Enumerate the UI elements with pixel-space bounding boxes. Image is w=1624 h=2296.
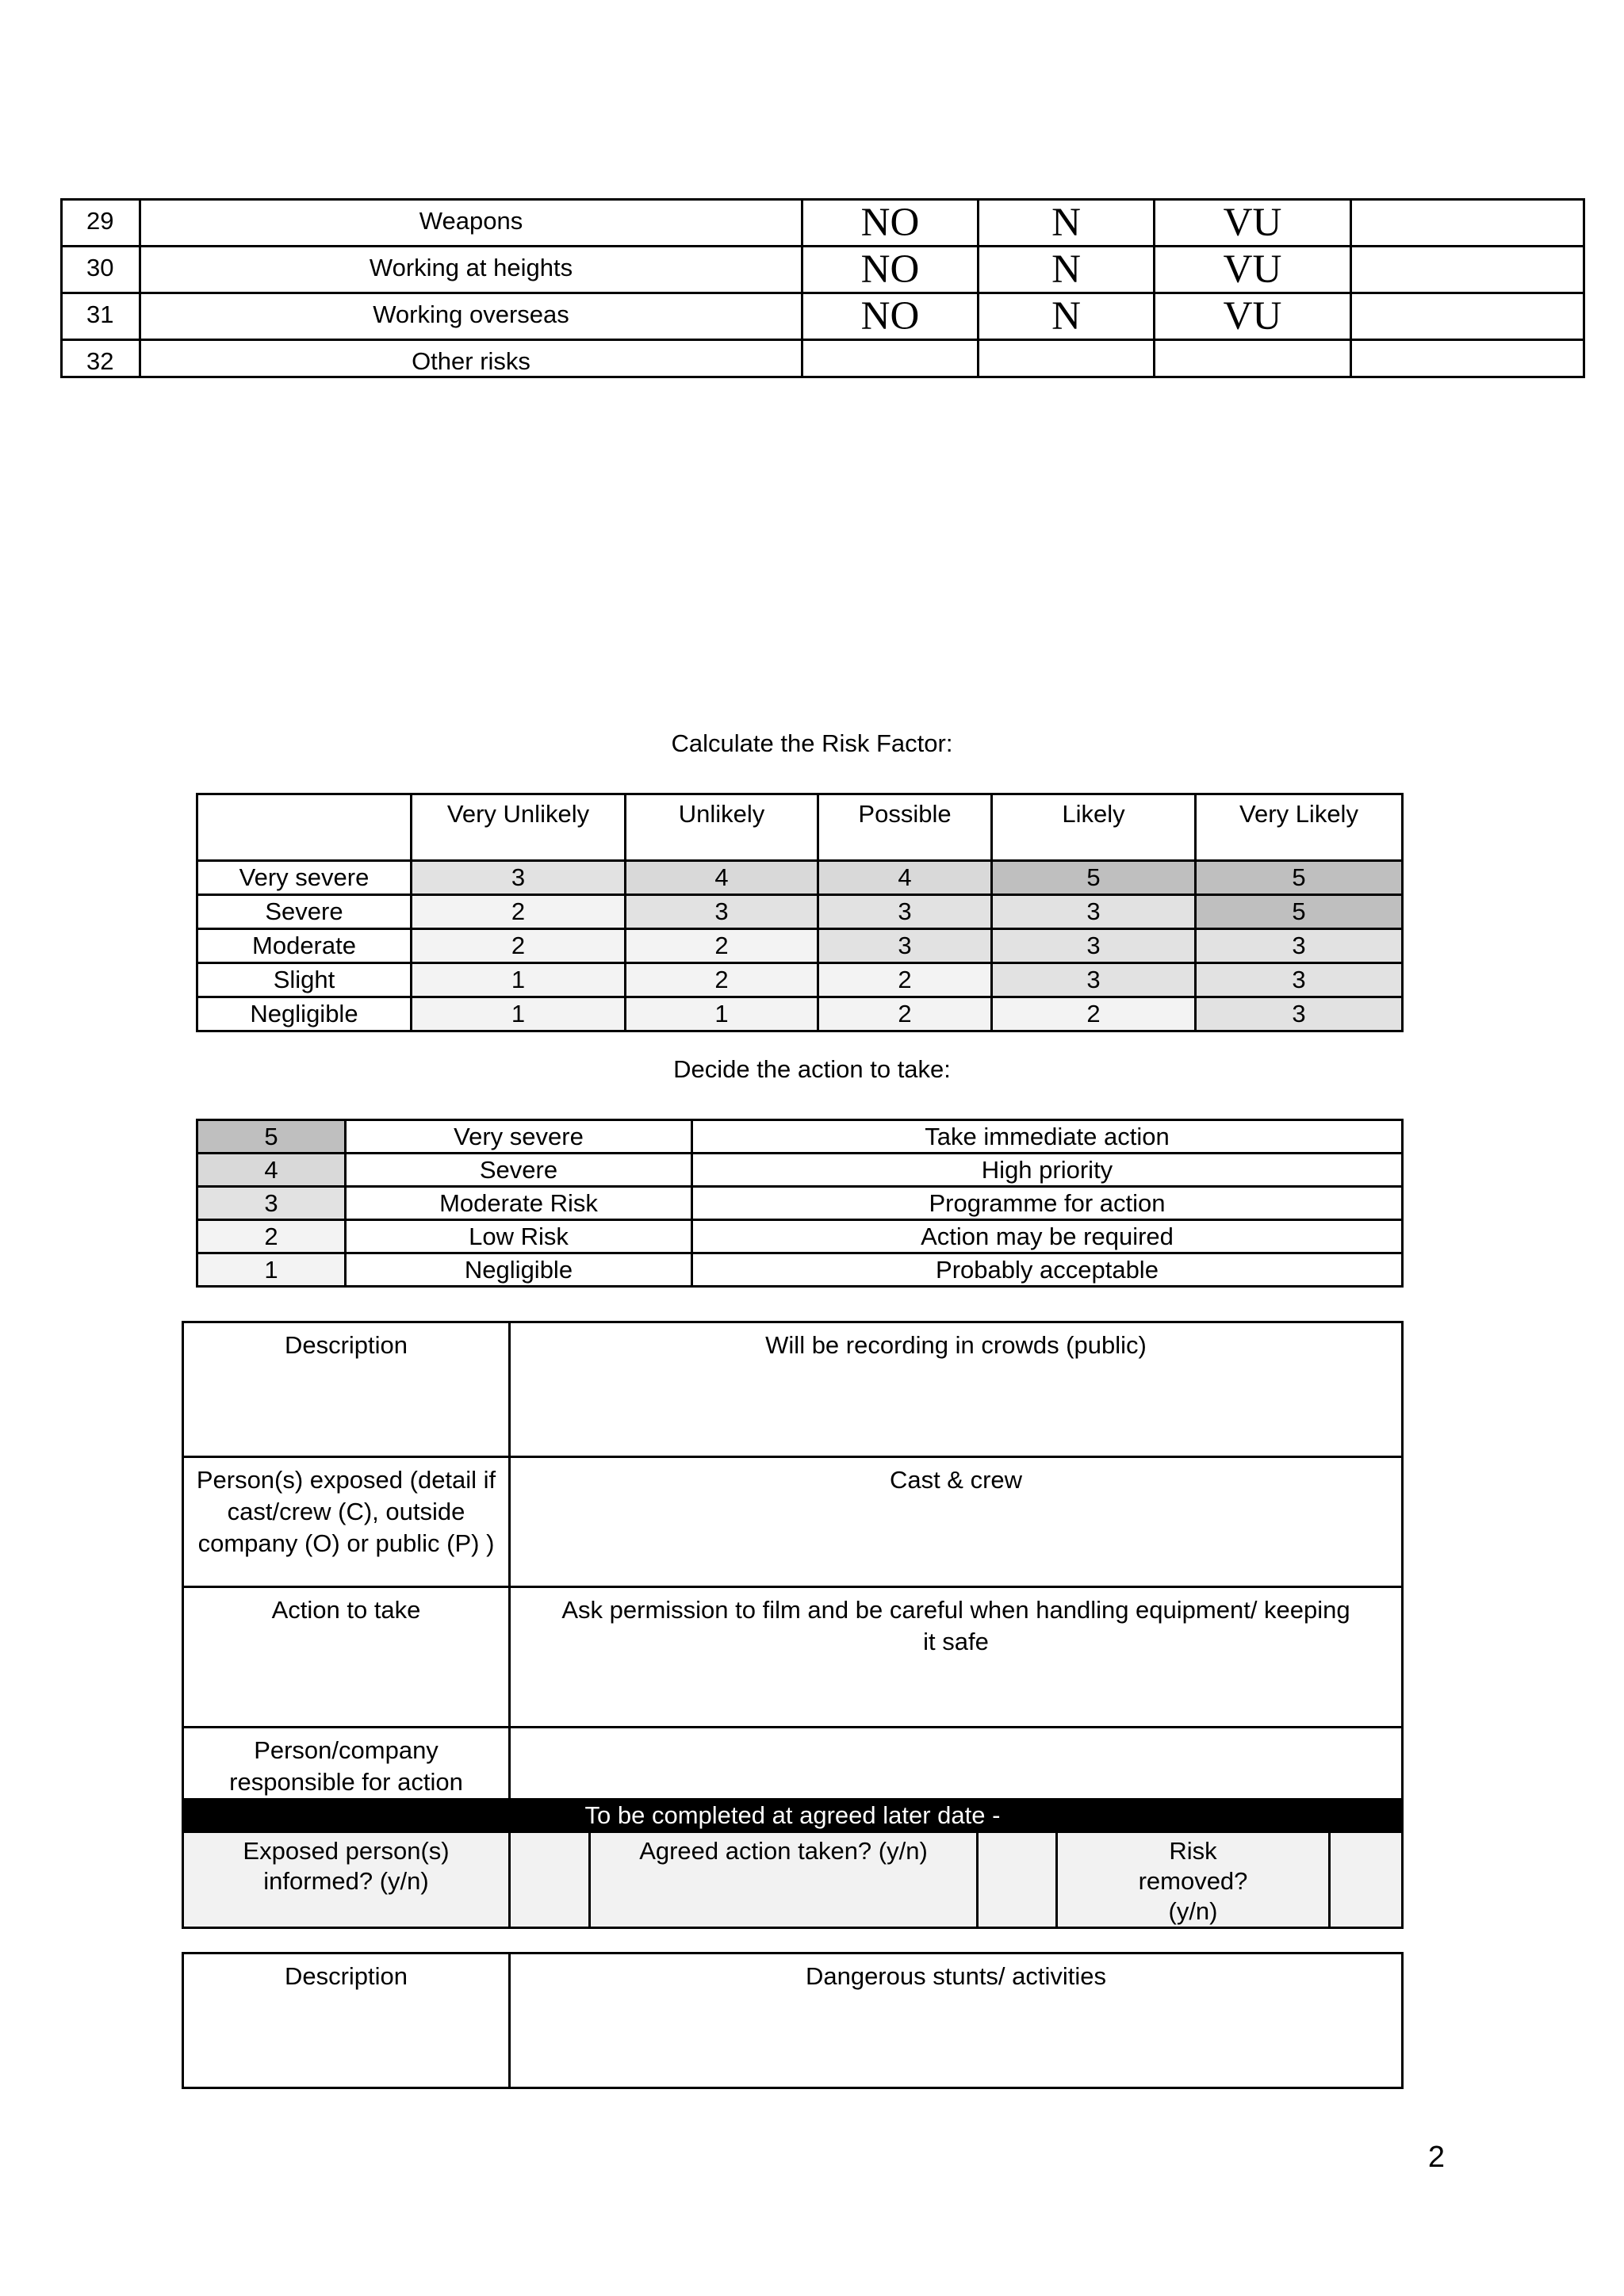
hazard-rating: NO [802,293,979,340]
legend-level: Moderate Risk [346,1187,692,1220]
hazard-rating: N [979,247,1155,293]
legend-score: 1 [197,1253,346,1287]
hazard-row [62,340,1584,377]
hazard-rating: VU [1155,293,1351,340]
risk-score-cell: 4 [818,861,992,895]
legend-action: Take immediate action [692,1120,1403,1154]
hazard-rating: VU [1155,247,1351,293]
hazard-rating [1155,340,1351,377]
risk-score-cell: 2 [818,963,992,997]
risk-score-cell: 4 [626,861,818,895]
description-value: Dangerous stunts/ activities [510,1954,1403,2088]
action-to-take-label: Action to take [183,1587,510,1728]
agreed-action-value [978,1832,1057,1928]
description-value: Will be recording in crowds (public) [510,1322,1403,1457]
risk-score-cell: 1 [412,963,626,997]
risk-score-cell: 3 [626,895,818,929]
description-label: Description [183,1954,510,2088]
risk-score-cell: 2 [818,997,992,1031]
risk-score-cell: 1 [412,997,626,1031]
legend-level: Very severe [346,1120,692,1154]
risk-matrix-table [196,793,1404,1032]
responsible-value [510,1728,1403,1800]
severity-label: Slight [197,963,412,997]
risk-score-cell: 3 [818,929,992,963]
legend-row [197,1220,1403,1253]
hazards-table [60,198,1585,378]
hazard-number: 29 [62,200,140,247]
legend-row [197,1253,1403,1287]
legend-level: Severe [346,1154,692,1187]
risk-score-cell: 3 [1196,963,1403,997]
risk-score-cell: 5 [992,861,1196,895]
risk-score-cell: 3 [992,895,1196,929]
action-legend-table [196,1119,1404,1288]
matrix-corner [197,794,412,861]
risk-score-cell: 2 [992,997,1196,1031]
matrix-row [197,895,1403,929]
risk-score-cell: 3 [1196,929,1403,963]
hazard-number: 32 [62,340,140,377]
severity-label: Severe [197,895,412,929]
legend-score: 4 [197,1154,346,1187]
likelihood-header: Possible [818,794,992,861]
legend-action: Probably acceptable [692,1253,1403,1287]
legend-action: Programme for action [692,1187,1403,1220]
risk-score-cell: 1 [626,997,818,1031]
hazard-number: 30 [62,247,140,293]
hazard-number: 31 [62,293,140,340]
page-number: 2 [1427,2141,1445,2174]
severity-label: Moderate [197,929,412,963]
hazard-rating [802,340,979,377]
likelihood-header: Very Unlikely [412,794,626,861]
risk-score-cell: 3 [992,929,1196,963]
risk-score-cell: 3 [412,861,626,895]
persons-exposed-value: Cast & crew [510,1457,1403,1587]
hazard-row [62,200,1584,247]
likelihood-header: Likely [992,794,1196,861]
hazard-row [62,293,1584,340]
risk-removed-value [1330,1832,1403,1928]
matrix-header-row [197,794,1403,861]
risk-score-cell: 3 [818,895,992,929]
hazard-rating [1351,200,1584,247]
hazard-name: Other risks [140,340,802,377]
legend-level: Negligible [346,1253,692,1287]
hazard-rating [1351,340,1584,377]
severity-label: Very severe [197,861,412,895]
severity-label: Negligible [197,997,412,1031]
matrix-row [197,861,1403,895]
action-title: Decide the action to take: [673,1055,951,1083]
legend-score: 3 [197,1187,346,1220]
risk-description-block-1 [182,1321,1404,1929]
description-label: Description [183,1322,510,1457]
responsible-label: Person/company responsible for action [183,1728,510,1800]
risk-score-cell: 2 [626,963,818,997]
legend-row [197,1154,1403,1187]
risk-score-cell: 2 [412,895,626,929]
legend-score: 2 [197,1220,346,1253]
risk-score-cell: 2 [412,929,626,963]
risk-factor-title: Calculate the Risk Factor: [671,729,953,757]
risk-score-cell: 5 [1196,895,1403,929]
hazard-name: Weapons [140,200,802,247]
risk-score-cell: 3 [992,963,1196,997]
persons-informed-value [510,1832,590,1928]
legend-action: Action may be required [692,1220,1403,1253]
matrix-row [197,997,1403,1031]
legend-score: 5 [197,1120,346,1154]
likelihood-header: Very Likely [1196,794,1403,861]
hazard-rating: NO [802,200,979,247]
risk-score-cell: 2 [626,929,818,963]
hazard-rating [979,340,1155,377]
hazard-name: Working overseas [140,293,802,340]
matrix-row [197,929,1403,963]
persons-informed-label: Exposed person(s) informed? (y/n) [183,1832,510,1928]
legend-row [197,1187,1403,1220]
later-date-band: To be completed at agreed later date - [183,1800,1403,1832]
hazard-rating: N [979,293,1155,340]
hazard-rating [1351,247,1584,293]
matrix-row [197,963,1403,997]
action-to-take-value: Ask permission to film and be careful when handling equipment/ keeping it safe [510,1587,1403,1728]
risk-score-cell: 3 [1196,997,1403,1031]
risk-removed-label: Risk removed? (y/n) [1057,1832,1330,1928]
hazard-row [62,247,1584,293]
legend-row [197,1120,1403,1154]
legend-level: Low Risk [346,1220,692,1253]
agreed-action-label: Agreed action taken? (y/n) [590,1832,978,1928]
risk-score-cell: 5 [1196,861,1403,895]
hazard-rating: VU [1155,200,1351,247]
risk-description-block-2 [182,1952,1404,2089]
likelihood-header: Unlikely [626,794,818,861]
hazard-name: Working at heights [140,247,802,293]
hazard-rating: N [979,200,1155,247]
legend-action: High priority [692,1154,1403,1187]
hazard-rating [1351,293,1584,340]
persons-exposed-label: Person(s) exposed (detail if cast/crew (C), outside company (O) or public (P) ) [183,1457,510,1587]
hazard-rating: NO [802,247,979,293]
